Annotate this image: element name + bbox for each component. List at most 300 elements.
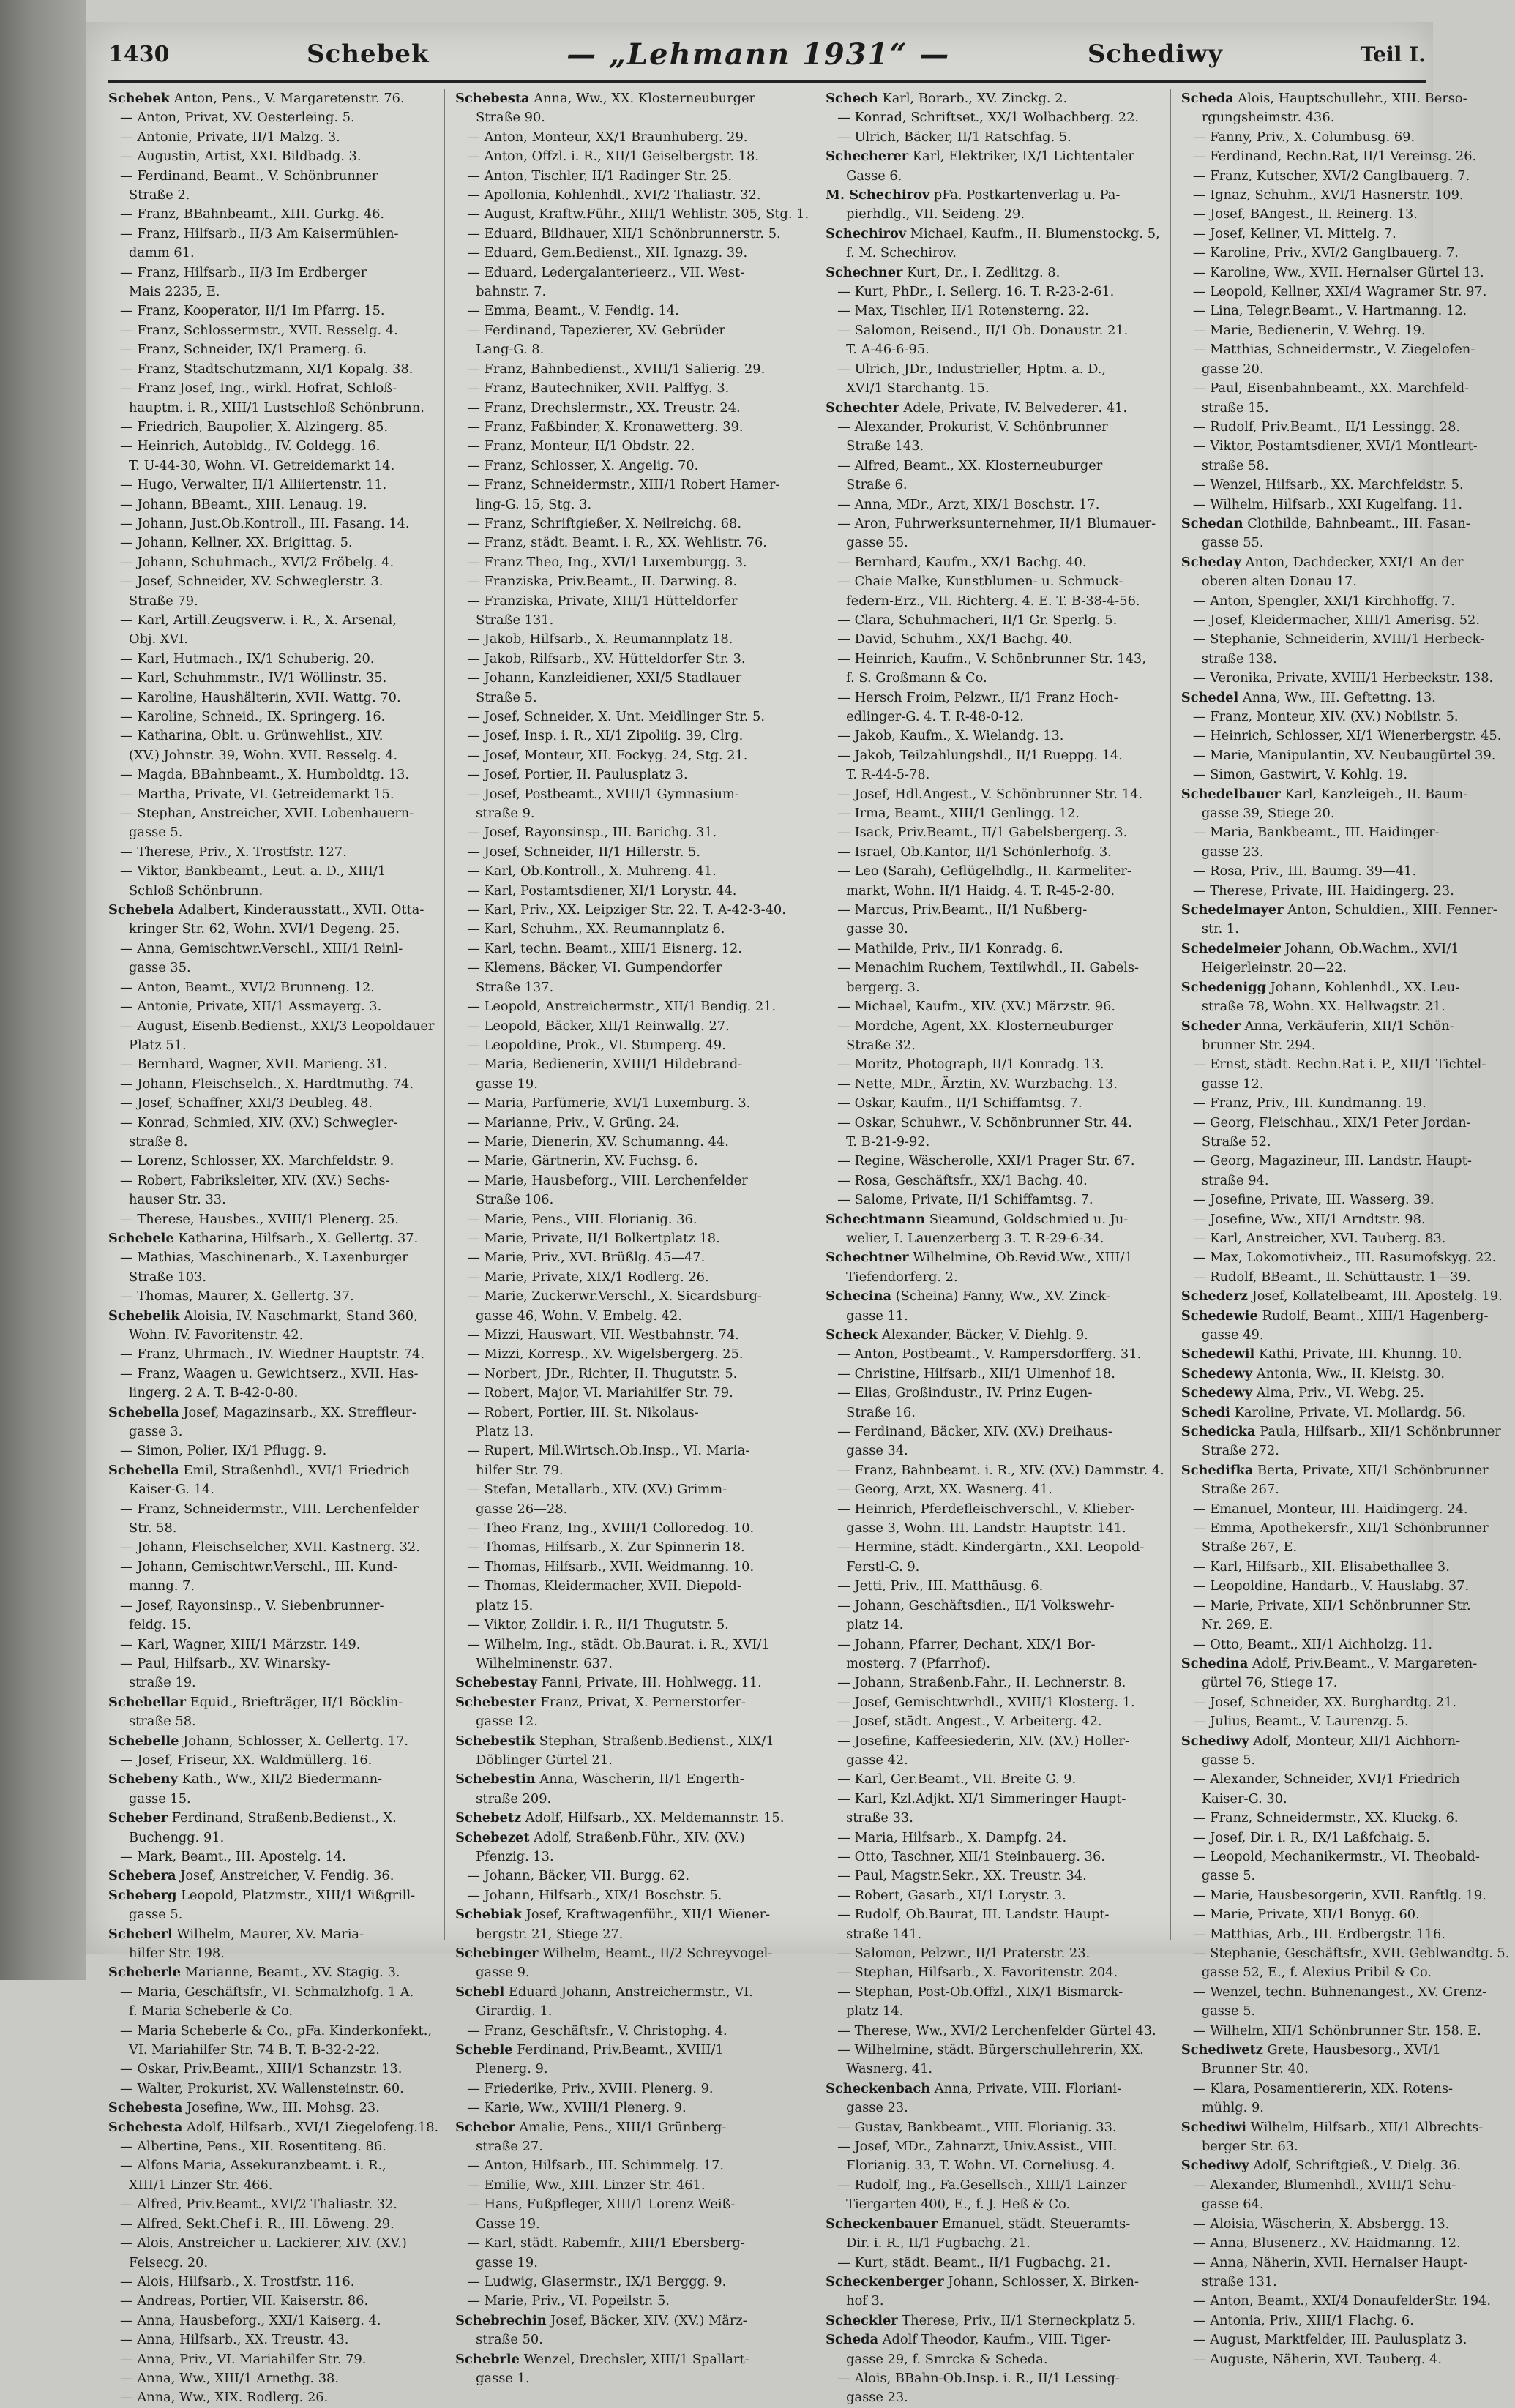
directory-entry-continuation: Mais 2235, E. (129, 284, 220, 300)
directory-entry-continuation: gasse 12. (1201, 1076, 1264, 1092)
directory-entry: — Marie, Manipulantin, XV. Neubaugürtel 39. (1192, 747, 1496, 763)
directory-entry: — Salomon, Reisend., II/1 Ob. Donaustr. 21. (837, 322, 1129, 338)
surname-keyword: Scheble (455, 2042, 513, 2058)
directory-entry-head (108, 1461, 438, 1480)
directory-entry: — Auguste, Näherin, XVI. Tauberg. 4. (1192, 2351, 1442, 2367)
directory-entry: — Eduard, Gem.Bedienst., XII. Ignazg. 39. (467, 245, 748, 261)
directory-entry-continuation: Straße 90. (476, 110, 545, 126)
surname-keyword: Schechirov (826, 225, 907, 241)
directory-entry-head (1181, 785, 1510, 804)
directory-entry: — Alfred, Sekt.Chef i. R., III. Löweng. 29. (120, 2216, 394, 2232)
directory-entry: — Marianne, Priv., V. Grüng. 24. (467, 1114, 680, 1130)
directory-entry-continuation: kringer Str. 62, Wohn. XVI/1 Degeng. 25. (129, 921, 400, 937)
directory-entry: — Franz, Priv., III. Kundmanng. 19. (1192, 1095, 1426, 1111)
directory-entry: — Bernhard, Wagner, XVII. Marieng. 31. (120, 1057, 388, 1073)
directory-entry: — Marie, Priv., VI. Popeilstr. 5. (467, 2293, 670, 2309)
surname-keyword: Scheday (1181, 554, 1242, 570)
directory-entry: — Karl, techn. Beamt., XIII/1 Eisnerg. 12. (467, 940, 742, 956)
surname-keyword: Schebinger (455, 1946, 539, 1961)
directory-entry: — David, Schuhm., XX/1 Bachg. 40. (837, 631, 1073, 648)
surname-keyword: Scheberle (108, 1965, 182, 1981)
directory-entry-head (108, 1307, 438, 1326)
directory-entry-head (108, 1229, 438, 1248)
directory-entry: — Anna, Priv., VI. Mariahilfer Str. 79. (120, 2351, 367, 2367)
surname-keyword: Scheda (1181, 91, 1234, 106)
entry-text: Amalie, Pens., XIII/1 Grünberg- (515, 2119, 727, 2135)
directory-entry: — Wilhelm, Ing., städt. Ob.Baurat. i. R., XVI/1 (467, 1636, 770, 1652)
directory-entry: — Anton, Postbeamt., V. Rampersdorfferg. 31. (837, 1346, 1142, 1362)
directory-entry-continuation: f. S. Großmann & Co. (846, 670, 987, 686)
directory-entry: — Karl, Artill.Zeugsverw. i. R., X. Arsenal, (120, 612, 397, 628)
directory-entry: — Maria Scheberle & Co., pFa. Kinderkonfekt., (120, 2022, 433, 2038)
directory-entry-continuation: Wasnerg. 41. (846, 2061, 933, 2077)
directory-entry: — Maria, Bedienerin, XVIII/1 Hildebrand- (467, 1057, 743, 1073)
directory-entry: — Thomas, Hilfsarb., XVII. Weidmanng. 10. (467, 1559, 755, 1575)
directory-entry-continuation: rgungsheimstr. 436. (1201, 110, 1335, 126)
directory-entry: — Franz, Monteur, II/1 Obdstr. 22. (467, 438, 695, 454)
entry-text: Katharina, Hilfsarb., X. Gellertg. 37. (173, 1230, 419, 1246)
surname-keyword: Schebelik (108, 1308, 180, 1324)
directory-entry: — Antonie, Private, II/1 Malzg. 3. (120, 129, 340, 145)
directory-entry: — Marie, Hausbeforg., VIII. Lerchenfelder (467, 1172, 748, 1188)
directory-entry-continuation: gasse 3. (129, 1424, 183, 1440)
directory-entry: — Stephan, Hilfsarb., X. Favoritenstr. 204. (837, 1965, 1118, 1981)
directory-entry-continuation: platz 14. (846, 1617, 904, 1633)
column-3 (826, 89, 1171, 2406)
directory-entry: — Franz, Kooperator, II/1 Im Pfarrg. 15. (120, 303, 385, 319)
directory-entry-head (826, 399, 1164, 418)
directory-entry: — Marcus, Priv.Beamt., II/1 Nußberg- (837, 902, 1088, 918)
directory-entry-continuation: Obj. XVI. (129, 631, 188, 648)
entry-text: Anna, Verkäuferin, XII/1 Schön- (1240, 1018, 1454, 1034)
directory-entry-continuation: gasse 42. (846, 1752, 908, 1768)
directory-entry: — Aloisia, Wäscherin, X. Absbergg. 13. (1192, 2216, 1450, 2232)
directory-entry-head (108, 1693, 438, 1712)
directory-entry: — Emma, Apothekersfr., XII/1 Schönbrunner (1192, 1520, 1489, 1537)
entry-text: Adolf, Monteur, XII/1 Aichhorn- (1249, 1733, 1461, 1749)
directory-entry: — Ferdinand, Beamt., V. Schönbrunner (120, 168, 378, 184)
directory-entry: — Oskar, Schuhwr., V. Schönbrunner Str. 44. (837, 1114, 1132, 1130)
directory-entry-continuation: welier, I. Lauenzerberg 3. T. R-29-6-34. (846, 1230, 1104, 1246)
directory-entry: — Viktor, Zolldir. i. R., II/1 Thugutstr. 5. (467, 1617, 729, 1633)
entry-text: Emanuel, städt. Steueramts- (938, 2216, 1131, 2232)
directory-entry: — August, Eisenb.Bedienst., XXI/3 Leopoldauer (120, 1018, 435, 1034)
directory-entry: — Johann, Geschäftsdien., II/1 Volkswehr- (837, 1597, 1115, 1613)
directory-entry: — Simon, Gastwirt, V. Kohlg. 19. (1192, 767, 1408, 783)
directory-entry-continuation: gasse 52, E., f. Alexius Pribil & Co. (1201, 1965, 1432, 1981)
directory-entry-head (455, 1693, 809, 1712)
directory-entry: — Anna, Ww., XIII/1 Arnethg. 38. (120, 2370, 339, 2386)
directory-entry: — Michael, Kaufm., XIV. (XV.) Märzstr. 96. (837, 999, 1116, 1015)
surname-keyword: Schecherer (826, 149, 909, 165)
directory-entry: — Anna, Ww., XIX. Rodlerg. 26. (120, 2390, 329, 2406)
directory-entry: — Ulrich, JDr., Industrieller, Hptm. a. D., (837, 361, 1107, 377)
entry-text: Grete, Hausbesorg., XVI/1 (1262, 2042, 1441, 2058)
directory-entry: — Karie, Ww., XVIII/1 Plenerg. 9. (467, 2100, 687, 2116)
directory-entry-continuation: straße 33. (846, 1810, 913, 1826)
directory-entry-continuation: hauptm. i. R., XIII/1 Lustschloß Schönbrunn. (129, 400, 424, 416)
directory-entry: — Matthias, Schneidermstr., V. Ziegelofen- (1192, 342, 1475, 358)
directory-entry-continuation: Straße 103. (129, 1269, 207, 1285)
directory-entry: — Antonie, Private, XII/1 Assmayerg. 3. (120, 999, 382, 1015)
directory-entry: — Simon, Polier, IX/1 Pflugg. 9. (120, 1443, 327, 1459)
directory-entry: — Bernhard, Kaufm., XX/1 Bachg. 40. (837, 554, 1087, 570)
directory-entry: — Georg, Fleischhau., XIX/1 Peter Jordan- (1192, 1114, 1471, 1130)
directory-entry-continuation: gasse 11. (846, 1308, 908, 1324)
directory-entry: — Klemens, Bäcker, VI. Gumpendorfer (467, 960, 722, 976)
directory-entry: — Anton, Privat, XV. Oesterleing. 5. (120, 110, 355, 126)
directory-entry-continuation: gasse 55. (1201, 535, 1264, 551)
directory-entry: — Maria, Hilfsarb., X. Dampfg. 24. (837, 1829, 1067, 1845)
directory-entry-continuation: gasse 15. (129, 1790, 191, 1807)
directory-entry: — Magda, BBahnbeamt., X. Humboldtg. 13. (120, 767, 410, 783)
directory-entry: — Jakob, Hilfsarb., X. Reumannplatz 18. (467, 631, 733, 648)
directory-entry-head (108, 2098, 438, 2118)
surname-keyword: Schebrle (455, 2351, 520, 2367)
directory-entry-head (108, 89, 438, 108)
directory-entry-continuation: gasse 5. (1201, 2003, 1256, 2019)
entry-text: Fanni, Private, III. Hohlwegg. 11. (536, 1675, 762, 1691)
directory-entry-head (455, 2041, 809, 2060)
directory-entry: — Therese, Private, III. Haidingerg. 23. (1192, 882, 1454, 899)
column-4 (1181, 89, 1515, 2367)
directory-entry: — Leopold, Mechanikermstr., VI. Theobald- (1192, 1848, 1480, 1864)
directory-entry: — Josefine, Private, III. Wasserg. 39. (1192, 1192, 1434, 1208)
directory-entry-continuation: gasse 55. (846, 535, 908, 551)
entry-text: Anton, Pens., V. Margaretenstr. 76. (169, 91, 405, 106)
entry-text: Kath., Ww., XII/2 Biedermann- (177, 1771, 383, 1788)
directory-entry: — Karoline, Schneid., IX. Springerg. 16. (120, 709, 386, 724)
directory-entry: — Franz, Schriftgießer, X. Neilreichg. 68. (467, 515, 742, 531)
surname-keyword: Schebl (455, 1984, 505, 2000)
directory-entry-continuation: brunner Str. 294. (1201, 1037, 1316, 1053)
directory-entry-continuation: Lang-G. 8. (476, 342, 545, 358)
directory-entry: — Karl, Anstreicher, XVI. Tauberg. 83. (1192, 1230, 1446, 1246)
directory-entry: — Johann, Kellner, XX. Brigittag. 5. (120, 535, 353, 551)
directory-entry-continuation: gasse 19. (476, 1076, 538, 1092)
directory-entry-continuation: f. M. Schechirov. (846, 245, 957, 261)
directory-entry-continuation: straße 15. (1201, 400, 1269, 416)
directory-entry-continuation: Platz 51. (129, 1037, 187, 1053)
directory-entry-head (455, 89, 809, 108)
surname-keyword: Schebestik (455, 1733, 536, 1749)
directory-entry-continuation: bergerg. 3. (846, 979, 920, 995)
directory-entry: — Alois, Anstreicher u. Lackierer, XIV. (XV.) (120, 2235, 407, 2251)
directory-entry: — Jakob, Teilzahlungshdl., II/1 Rueppg. 14. (837, 747, 1123, 763)
directory-entry: — Matthias, Arb., III. Erdbergstr. 116. (1192, 1926, 1445, 1942)
directory-entry-continuation: gasse 49. (1201, 1327, 1264, 1343)
directory-entry: — Wenzel, techn. Bühnenangest., XV. Grenz- (1192, 1984, 1487, 2000)
directory-entry-head (1181, 1654, 1510, 1673)
directory-entry-head (826, 225, 1164, 244)
directory-entry: — Viktor, Bankbeamt., Leut. a. D., XIII/1 (120, 863, 386, 879)
directory-entry: — Israel, Ob.Kantor, II/1 Schönlerhofg. 3. (837, 844, 1112, 860)
directory-entry-continuation: gasse 35. (129, 960, 191, 976)
directory-entry: — Ignaz, Schuhm., XVI/1 Hasnerstr. 109. (1192, 187, 1464, 203)
directory-entry: — Oskar, Priv.Beamt., XIII/1 Schanzstr. 13. (120, 2061, 403, 2077)
directory-entry-continuation: Buchengg. 91. (129, 1829, 225, 1845)
directory-entry-continuation: gasse 5. (1201, 1868, 1256, 1884)
entry-text: Josef, Magazinsarb., XX. Streffleur- (179, 1404, 416, 1420)
directory-entry: — Franz, Drechslermstr., XX. Treustr. 24. (467, 400, 741, 416)
surname-keyword: Schebezet (455, 1829, 530, 1845)
surname-keyword: Schebellar (108, 1694, 187, 1710)
directory-entry: — Thomas, Hilfsarb., X. Zur Spinnerin 18. (467, 1539, 745, 1556)
directory-entry-continuation: straße 8. (129, 1133, 188, 1149)
entry-text: Johann, Ob.Wachm., XVI/1 (1280, 940, 1459, 956)
surname-keyword: Schebrechin (455, 2312, 547, 2328)
directory-entry: — Franz, Schneider, IX/1 Pramerg. 6. (120, 342, 367, 358)
directory-entry-continuation: manng. 7. (129, 1578, 195, 1594)
directory-entry: — Andreas, Portier, VII. Kaiserstr. 86. (120, 2293, 369, 2309)
directory-entry: — August, Kraftw.Führ., XIII/1 Wehlistr. 305, Stg. 1. (467, 206, 809, 222)
directory-entry: — Josef, Monteur, XII. Fockyg. 24, Stg. 21. (467, 747, 748, 763)
directory-entry: — Wilhelmine, städt. Bürgerschullehrerin, XX. (837, 2042, 1144, 2058)
directory-entry-continuation: Straße 267, E. (1201, 1539, 1298, 1556)
directory-entry: — Marie, Bedienerin, V. Wehrg. 19. (1192, 322, 1426, 338)
directory-entry-continuation: Döblinger Gürtel 21. (476, 1752, 613, 1768)
surname-keyword: Schebestin (455, 1771, 536, 1788)
entry-text: Adolf, Schriftgieß., V. Dielg. 36. (1249, 2158, 1462, 2174)
surname-keyword: Schediwetz (1181, 2042, 1263, 2058)
directory-entry-continuation: Heigerleinstr. 20—22. (1201, 960, 1347, 976)
surname-keyword: Schechtner (826, 1250, 909, 1266)
entry-text: Therese, Priv., II/1 Sterneckplatz 5. (897, 2312, 1137, 2328)
directory-entry: — Konrad, Schmied, XIV. (XV.) Schwegler- (120, 1114, 398, 1130)
directory-entry: — Heinrich, Kaufm., V. Schönbrunner Str. 143, (837, 650, 1146, 667)
directory-entry: — Heinrich, Autobldg., IV. Goldegg. 16. (120, 438, 381, 454)
directory-entry-continuation: gasse 39, Stiege 20. (1201, 806, 1335, 822)
directory-entry-head (1181, 1017, 1510, 1036)
directory-entry: — Alexander, Schneider, XVI/1 Friedrich (1192, 1771, 1460, 1788)
directory-entry-head (826, 2330, 1164, 2349)
directory-entry: — Apollonia, Kohlenhdl., XVI/2 Thaliastr. 32. (467, 187, 761, 203)
entry-text: pFa. Postkartenverlag u. Pa- (929, 187, 1121, 203)
directory-entry: — Rupert, Mil.Wirtsch.Ob.Insp., VI. Maria- (467, 1443, 750, 1459)
directory-entry-continuation: Nr. 269, E. (1201, 1617, 1273, 1633)
entry-text: Wilhelm, Beamt., II/2 Schreyvogel- (538, 1946, 773, 1961)
surname-keyword: Schebetz (455, 1810, 522, 1826)
directory-entry-continuation: Straße 32. (846, 1037, 916, 1053)
surname-keyword: Schedan (1181, 515, 1243, 531)
directory-entry-continuation: gasse 46, Wohn. V. Embelg. 42. (476, 1308, 682, 1324)
directory-entry: — Franz, Uhrmach., IV. Wiedner Hauptstr. 74. (120, 1346, 424, 1362)
surname-keyword: Schederz (1181, 1289, 1248, 1305)
directory-entry-continuation: Straße 79. (129, 593, 198, 609)
surname-keyword: Scheckenbauer (826, 2216, 938, 2232)
directory-entry-head (826, 1326, 1164, 1345)
directory-entry-continuation: gasse 1. (476, 2370, 530, 2386)
directory-entry: — Norbert, JDr., Richter, II. Thugutstr. 5. (467, 1365, 738, 1381)
surname-keyword: Schedewil (1181, 1346, 1255, 1362)
directory-entry-continuation: gasse 5. (129, 1907, 183, 1923)
entry-text: Adolf, Straßenb.Führ., XIV. (XV.) (529, 1829, 745, 1845)
directory-entry: — Marie, Zuckerwr.Verschl., X. Sicardsburg- (467, 1289, 762, 1305)
entry-text: Adolf, Hilfsarb., XX. Meldemannstr. 15. (521, 1810, 785, 1826)
directory-entry: — Konrad, Schriftset., XX/1 Wolbachberg. 22. (837, 110, 1140, 126)
surname-keyword: Schebester (455, 1694, 536, 1710)
entry-text: Josef, Kraftwagenführ., XII/1 Wiener- (522, 1907, 771, 1923)
directory-entry: — Anton, Spengler, XXI/1 Kirchhoffg. 7. (1192, 593, 1455, 609)
directory-entry: — Irma, Beamt., XIII/1 Genlingg. 12. (837, 806, 1080, 822)
directory-entry: — Mizzi, Korresp., XV. Wigelsbergerg. 25. (467, 1346, 744, 1362)
directory-entry-continuation: edlinger-G. 4. T. R-48-0-12. (846, 709, 1024, 724)
directory-entry: — Moritz, Photograph, II/1 Konradg. 13. (837, 1057, 1104, 1073)
entry-text: Johann, Schlosser, X. Gellertg. 17. (179, 1733, 409, 1749)
directory-entry-head (455, 2350, 809, 2369)
directory-entry: — Josef, Insp. i. R., XI/1 Zipoliig. 39, Clrg. (467, 728, 744, 744)
entry-text: Emil, Straßenhdl., XVI/1 Friedrich (179, 1462, 411, 1478)
directory-entry: — Ernst, städt. Rechn.Rat i. P., XII/1 Tichtel- (1192, 1057, 1486, 1073)
directory-entry-head (455, 1944, 809, 1963)
directory-entry-head (826, 2215, 1164, 2234)
directory-entry: — Franz, Faßbinder, X. Kronawetterg. 39. (467, 419, 744, 435)
directory-entry-continuation: straße 27. (476, 2139, 543, 2155)
directory-entry-head (455, 1732, 809, 1751)
directory-entry: — Franz, Bahnbedienst., XVIII/1 Salierig. 29. (467, 361, 766, 377)
entry-text: Anna, Ww., III. Geftettng. 13. (1238, 689, 1436, 705)
directory-entry: — Maria, Bankbeamt., III. Haidinger- (1192, 825, 1440, 841)
directory-entry-continuation: Straße 143. (846, 438, 924, 454)
directory-entry: — Franz, Schlossermstr., XVII. Resselg. 4. (120, 322, 398, 338)
surname-keyword: Schedewy (1181, 1385, 1253, 1401)
directory-entry-continuation: Platz 13. (476, 1424, 534, 1440)
directory-entry-continuation: Straße 137. (476, 979, 554, 995)
directory-entry: — Franz, Bahnbeamt. i. R., XIV. (XV.) Dammstr. 4. (837, 1462, 1164, 1478)
page-header (108, 34, 1426, 75)
directory-entry: — Ferdinand, Rechn.Rat, II/1 Vereinsg. 26. (1192, 149, 1477, 165)
directory-entry: — Maria, Geschäftsfr., VI. Schmalzhofg. 1 A. (120, 1984, 414, 2000)
entry-text: Anna, Ww., XX. Klosterneuburger (529, 91, 755, 106)
directory-entry-head (826, 1210, 1164, 1229)
directory-entry-continuation: Str. 58. (129, 1520, 177, 1537)
entry-text: Equid., Briefträger, II/1 Böcklin- (186, 1694, 403, 1710)
entry-text: Johann, Schlosser, X. Birken- (943, 2273, 1139, 2289)
directory-entry: — Paul, Eisenbahnbeamt., XX. Marchfeld- (1192, 380, 1470, 397)
directory-entry-continuation: XIII/1 Linzer Str. 466. (129, 2177, 273, 2193)
surname-keyword: Schedenigg (1181, 979, 1267, 995)
directory-entry: — Emanuel, Monteur, III. Haidingerg. 24. (1192, 1501, 1468, 1517)
entry-text: Michael, Kaufm., II. Blumenstockg. 5, (906, 225, 1160, 241)
directory-entry-continuation: bahnstr. 7. (476, 284, 547, 300)
surname-keyword: Schedelmeier (1181, 940, 1281, 956)
entry-text: Karl, Kanzleigeh., II. Baum- (1280, 786, 1468, 802)
directory-entry: — Marie, Pens., VIII. Florianig. 36. (467, 1211, 697, 1227)
surname-keyword: Scheckler (826, 2312, 898, 2328)
directory-entry: — Anton, Monteur, XX/1 Braunhuberg. 29. (467, 129, 748, 145)
directory-entry: — Georg, Magazineur, III. Landstr. Haupt- (1192, 1153, 1472, 1169)
directory-entry: — Stephanie, Geschäftsfr., XVII. Geblwandtg. 5. (1192, 1946, 1510, 1961)
directory-entry-continuation: straße 19. (129, 1675, 196, 1691)
directory-entry-continuation: gasse 30. (846, 921, 908, 937)
directory-entry-continuation: straße 58. (1201, 457, 1269, 473)
entry-text: Anton, Dachdecker, XXI/1 An der (1241, 554, 1464, 570)
directory-entry-continuation: Wohn. IV. Favoritenstr. 42. (129, 1327, 304, 1343)
directory-entry: — Christine, Hilfsarb., XII/1 Ulmenhof 18. (837, 1365, 1115, 1381)
directory-entry-continuation: T. B-21-9-92. (846, 1133, 930, 1149)
directory-entry-continuation: mosterg. 7 (Pfarrhof). (846, 1655, 991, 1671)
directory-entry: — Lorenz, Schlosser, XX. Marchfeldstr. 9. (120, 1153, 394, 1169)
directory-entry-continuation: Straße 272. (1201, 1443, 1279, 1459)
directory-entry: — Alfons Maria, Assekuranzbeamt. i. R., (120, 2158, 386, 2174)
directory-entry: — Veronika, Private, XVIII/1 Herbeckstr. 138. (1192, 670, 1494, 686)
directory-entry-continuation: gasse 9. (476, 1965, 530, 1981)
directory-entry-continuation: gasse 19. (476, 2254, 538, 2270)
surname-keyword: Scheder (1181, 1018, 1241, 1034)
entry-text: Kathi, Private, III. Khunng. 10. (1254, 1346, 1462, 1362)
directory-entry: — Salome, Private, II/1 Schiffamtsg. 7. (837, 1192, 1093, 1208)
directory-entry-continuation: Plenerg. 9. (476, 2061, 548, 2077)
entry-text: Franz, Privat, X. Pernerstorfer- (536, 1694, 746, 1710)
directory-entry: — Rudolf, Priv.Beamt., II/1 Lessingg. 28. (1192, 419, 1461, 435)
directory-entry: — Stefan, Metallarb., XIV. (XV.) Grimm- (467, 1482, 727, 1498)
directory-entry-continuation: mühlg. 9. (1201, 2100, 1264, 2116)
directory-entry: — Chaie Malke, Kunstblumen- u. Schmuck- (837, 574, 1123, 590)
surname-keyword: Schechtmann (826, 1211, 926, 1227)
entry-text: Adalbert, Kinderausstatt., XVII. Otta- (173, 902, 424, 918)
directory-entry: — Leopoldine, Handarb., V. Hauslabg. 37. (1192, 1578, 1470, 1594)
directory-entry-continuation: gasse 20. (1201, 361, 1264, 377)
directory-entry: — Leopold, Kellner, XXI/4 Wagramer Str. 97. (1192, 284, 1487, 300)
directory-entry: — Max, Lokomotivheiz., III. Rasumofskyg. 22. (1192, 1250, 1497, 1266)
entry-text: Anna, Private, VIII. Floriani- (930, 2080, 1122, 2096)
directory-entry-continuation: Straße 52. (1201, 1133, 1271, 1149)
directory-entry: — Josef, Kleidermacher, XIII/1 Amerisg. 52. (1192, 612, 1480, 628)
surname-keyword: Schebella (108, 1462, 179, 1478)
directory-entry-head (826, 147, 1164, 166)
directory-entry-continuation: Brunner Str. 40. (1201, 2061, 1309, 2077)
directory-entry: — Karl, Postamtsdiener, XI/1 Lorystr. 44. (467, 882, 737, 899)
directory-entry-continuation: Dir. i. R., II/1 Fugbachg. 21. (846, 2235, 1030, 2251)
directory-entry: — Anna, MDr., Arzt, XIX/1 Boschstr. 17. (837, 496, 1100, 512)
directory-entry-continuation: straße 131. (1201, 2273, 1277, 2289)
directory-entry: — Oskar, Kaufm., II/1 Schiffamtsg. 7. (837, 1095, 1082, 1111)
directory-entry-continuation: platz 15. (476, 1597, 534, 1613)
directory-entry-continuation: Felsecg. 20. (129, 2254, 209, 2270)
directory-entry: — Franz Theo, Ing., XVI/1 Luxemburgg. 3. (467, 554, 747, 570)
directory-entry-continuation: gasse 23. (846, 2100, 908, 2116)
directory-entry-head (455, 1770, 809, 1789)
directory-entry: — Johann, Kanzleidiener, XXI/5 Stadlauer (467, 670, 742, 686)
entry-text: Alma, Priv., VI. Webg. 25. (1252, 1385, 1424, 1401)
directory-entry-head (1181, 553, 1510, 572)
directory-entry: — Johann, Just.Ob.Kontroll., III. Fasang. 14. (120, 515, 410, 531)
directory-entry-head (455, 1983, 809, 2002)
directory-entry-continuation: Tiefendorferg. 2. (846, 1269, 958, 1285)
entry-text: (Scheina) Fanny, Ww., XV. Zinck- (891, 1289, 1110, 1305)
surname-keyword: Schebela (108, 902, 174, 918)
directory-entry: — Theo Franz, Ing., XVIII/1 Colloredog. 10. (467, 1520, 755, 1537)
directory-entry: — Otto, Taschner, XII/1 Steinbauerg. 36. (837, 1848, 1105, 1864)
header-last-entry: Schediwy (1087, 40, 1224, 69)
surname-keyword: Schebelle (108, 1733, 179, 1749)
surname-keyword: Schech (826, 91, 878, 106)
directory-entry: — Augustin, Artist, XXI. Bildbadg. 3. (120, 149, 362, 165)
directory-entry: — Josef, Kellner, VI. Mittelg. 7. (1192, 225, 1396, 241)
surname-keyword: Schedewy (1181, 1365, 1253, 1381)
entry-text: Marianne, Beamt., XV. Stagig. 3. (181, 1965, 400, 1981)
directory-entry: — Fanny, Priv., X. Columbusg. 69. (1192, 129, 1415, 145)
directory-entry: — Wenzel, Hilfsarb., XX. Marchfeldstr. 5. (1192, 477, 1464, 493)
directory-entry: — Johann, Schuhmach., XVI/2 Fröbelg. 4. (120, 554, 394, 570)
directory-entry: — Salomon, Pelzwr., II/1 Praterstr. 23. (837, 1946, 1091, 1961)
directory-entry-continuation: gasse 64. (1201, 2197, 1264, 2213)
directory-entry-head (1181, 1384, 1510, 1403)
directory-entry: — Ludwig, Glasermstr., IX/1 Berggg. 9. (467, 2273, 727, 2289)
directory-entry: — Regine, Wäscherolle, XXI/1 Prager Str. 67. (837, 1153, 1135, 1169)
surname-keyword: Schebesta (455, 91, 530, 106)
directory-entry-head (108, 1732, 438, 1751)
